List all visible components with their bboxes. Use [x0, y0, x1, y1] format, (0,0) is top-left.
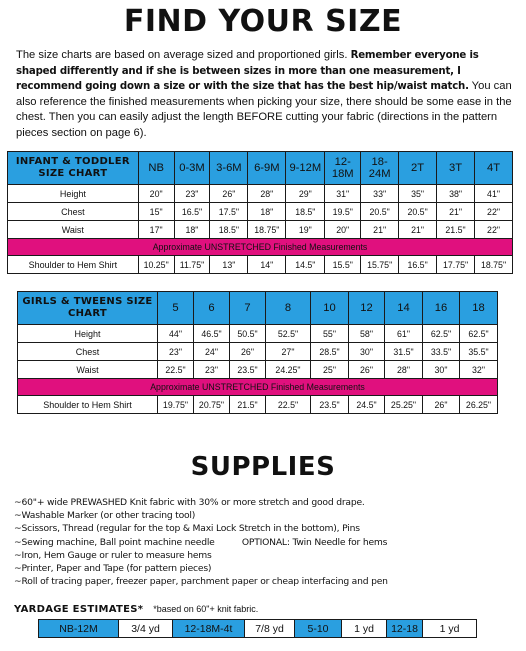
- size-header: 9-12M: [286, 152, 325, 185]
- measurement-cell: 21": [361, 221, 399, 239]
- measurement-cell: 26.25": [460, 396, 498, 414]
- yardage-heading-row: [14, 604, 258, 615]
- chart-header-row: [18, 292, 498, 325]
- measurement-cell: 23.5": [311, 396, 349, 414]
- intro-paragraph: [16, 48, 512, 142]
- measurement-cell: 22.5": [158, 361, 194, 379]
- measurement-cell: 44": [158, 325, 194, 343]
- finished-row: [8, 256, 513, 274]
- measurement-row: [18, 361, 498, 379]
- measurement-cell: 23": [158, 343, 194, 361]
- finished-measurements-banner: [8, 239, 513, 256]
- yardage-amount: 7/8 yd: [245, 620, 295, 638]
- measurement-cell: 61": [385, 325, 423, 343]
- supply-item: ~Sewing machine, Ball point machine needle OPTIONAL: Twin Needle for hems: [14, 536, 388, 548]
- measurement-cell: 20.5": [399, 203, 437, 221]
- size-header: 7: [230, 292, 266, 325]
- supplies-title: SUPPLIES: [190, 452, 336, 482]
- intro-bold-text: Remember everyone is shaped differently and if she is between sizes in more than one measurement, I recommend going down a size or with the size that has the best hip/waist match.: [16, 50, 479, 93]
- size-header: 12-18M: [325, 152, 361, 185]
- measurement-cell: 10.25": [138, 256, 174, 274]
- yardage-amount: 3/4 yd: [119, 620, 173, 638]
- yardage-note: *based on 60"+ knit fabric.: [153, 604, 259, 614]
- size-header: 12: [349, 292, 385, 325]
- measurement-cell: 29": [286, 185, 325, 203]
- measurement-cell: 11.75": [174, 256, 210, 274]
- supply-item: ~Printer, Paper and Tape (for pattern pieces): [14, 563, 212, 575]
- measurement-cell: 20.5": [361, 203, 399, 221]
- measurement-cell: 15.5": [325, 256, 361, 274]
- measurement-cell: 18.5": [210, 221, 248, 239]
- measurement-cell: 21": [437, 203, 475, 221]
- measurement-cell: 25": [311, 361, 349, 379]
- measurement-cell: 24.25": [266, 361, 311, 379]
- measurement-cell: 16.5": [174, 203, 210, 221]
- size-header: 3T: [437, 152, 475, 185]
- row-label: Shoulder to Hem Shirt: [8, 256, 139, 274]
- girls-tweens-size-chart: [17, 291, 498, 414]
- intro-text-1: The size charts are based on average sized and proportioned girls.: [16, 49, 351, 61]
- measurement-cell: 18": [174, 221, 210, 239]
- measurement-cell: 23.5": [230, 361, 266, 379]
- size-header: 6: [194, 292, 230, 325]
- measurement-cell: 23": [194, 361, 230, 379]
- measurement-cell: 15.75": [361, 256, 399, 274]
- size-header: 18: [460, 292, 498, 325]
- measurement-cell: 31": [325, 185, 361, 203]
- size-header: 3-6M: [210, 152, 248, 185]
- measurement-cell: 24.5": [349, 396, 385, 414]
- measurement-cell: 52.5": [266, 325, 311, 343]
- supply-item: ~Iron, Hem Gauge or ruler to measure hems: [14, 549, 212, 561]
- measurement-cell: 22.5": [266, 396, 311, 414]
- supply-item: ~Roll of tracing paper, freezer paper, parchment paper or cheap interfacing and pen: [14, 576, 388, 588]
- finished-measurements-banner: [18, 379, 498, 396]
- measurement-cell: 30": [423, 361, 460, 379]
- measurement-cell: 22": [475, 203, 513, 221]
- measurement-cell: 41": [475, 185, 513, 203]
- measurement-cell: 28": [248, 185, 286, 203]
- measurement-cell: 26": [230, 343, 266, 361]
- yardage-size: 12-18: [387, 620, 423, 638]
- measurement-row: [18, 343, 498, 361]
- measurement-cell: 27": [266, 343, 311, 361]
- measurement-cell: 50.5": [230, 325, 266, 343]
- measurement-cell: 62.5": [460, 325, 498, 343]
- measurement-cell: 26": [210, 185, 248, 203]
- measurement-cell: 19": [286, 221, 325, 239]
- measurement-cell: 17.5": [210, 203, 248, 221]
- measurement-cell: 38": [437, 185, 475, 203]
- size-header: NB: [138, 152, 174, 185]
- measurement-cell: 15": [138, 203, 174, 221]
- size-header: 4T: [475, 152, 513, 185]
- measurement-cell: 16.5": [399, 256, 437, 274]
- yardage-size: NB-12M: [39, 620, 119, 638]
- size-header: 18-24M: [361, 152, 399, 185]
- size-header: 2T: [399, 152, 437, 185]
- chart-title: GIRLS & TWEENS SIZE CHART: [18, 292, 158, 325]
- measurement-cell: 19.5": [325, 203, 361, 221]
- measurement-row: [8, 185, 513, 203]
- chart-title: INFANT & TODDLER SIZE CHART: [8, 152, 139, 185]
- yardage-heading: YARDAGE ESTIMATES*: [14, 604, 144, 615]
- size-header: 16: [423, 292, 460, 325]
- page-title: FIND YOUR SIZE: [123, 4, 403, 39]
- row-label: Waist: [18, 361, 158, 379]
- measurement-cell: 21": [399, 221, 437, 239]
- row-label: Chest: [8, 203, 139, 221]
- infant-toddler-size-chart: [7, 151, 513, 274]
- yardage-size: 12-18M-4t: [173, 620, 245, 638]
- measurement-cell: 55": [311, 325, 349, 343]
- measurement-cell: 19.75": [158, 396, 194, 414]
- measurement-cell: 31.5": [385, 343, 423, 361]
- size-header: 8: [266, 292, 311, 325]
- finished-measurements-label: Approximate UNSTRETCHED Finished Measurements: [18, 379, 498, 396]
- row-label: Waist: [8, 221, 139, 239]
- measurement-cell: 14.5": [286, 256, 325, 274]
- size-header: 0-3M: [174, 152, 210, 185]
- supply-item: ~60"+ wide PREWASHED Knit fabric with 30% or more stretch and good drape.: [14, 497, 365, 508]
- size-header: 10: [311, 292, 349, 325]
- yardage-size: 5-10: [295, 620, 342, 638]
- size-header: 14: [385, 292, 423, 325]
- measurement-cell: 18": [248, 203, 286, 221]
- measurement-cell: 20.75": [194, 396, 230, 414]
- measurement-cell: 20": [138, 185, 174, 203]
- measurement-row: [18, 325, 498, 343]
- supplies-list: [14, 496, 519, 588]
- measurement-cell: 24": [194, 343, 230, 361]
- measurement-cell: 32": [460, 361, 498, 379]
- measurement-cell: 25.25": [385, 396, 423, 414]
- measurement-cell: 33.5": [423, 343, 460, 361]
- finished-measurements-label: Approximate UNSTRETCHED Finished Measurements: [8, 239, 513, 256]
- measurement-cell: 30": [349, 343, 385, 361]
- measurement-cell: 20": [325, 221, 361, 239]
- measurement-cell: 28": [385, 361, 423, 379]
- size-header: 6-9M: [248, 152, 286, 185]
- yardage-table: [38, 619, 477, 638]
- supply-item: ~Washable Marker (or other tracing tool): [14, 510, 196, 522]
- measurement-cell: 62.5": [423, 325, 460, 343]
- measurement-cell: 21.5": [437, 221, 475, 239]
- measurement-cell: 46.5": [194, 325, 230, 343]
- measurement-cell: 26": [349, 361, 385, 379]
- measurement-cell: 26": [423, 396, 460, 414]
- measurement-cell: 18.5": [286, 203, 325, 221]
- row-label: Height: [8, 185, 139, 203]
- measurement-cell: 17": [138, 221, 174, 239]
- size-header: 5: [158, 292, 194, 325]
- measurement-cell: 18.75": [248, 221, 286, 239]
- row-label: Chest: [18, 343, 158, 361]
- measurement-cell: 22": [475, 221, 513, 239]
- measurement-row: [8, 203, 513, 221]
- measurement-row: [8, 221, 513, 239]
- measurement-cell: 23": [174, 185, 210, 203]
- yardage-amount: 1 yd: [423, 620, 477, 638]
- measurement-cell: 28.5": [311, 343, 349, 361]
- chart-header-row: [8, 152, 513, 185]
- row-label: Height: [18, 325, 158, 343]
- yardage-amount: 1 yd: [342, 620, 387, 638]
- measurement-cell: 21.5": [230, 396, 266, 414]
- measurement-cell: 35.5": [460, 343, 498, 361]
- measurement-cell: 35": [399, 185, 437, 203]
- measurement-cell: 58": [349, 325, 385, 343]
- intro-text-2: You can also reference the finished measurements when picking your size, there should be some ease in the chest. Then you can easily adjust the length BEFORE cutting your fabric (directions in the pattern pieces section on page 6).: [16, 80, 512, 139]
- measurement-cell: 18.75": [475, 256, 513, 274]
- measurement-cell: 17.75": [437, 256, 475, 274]
- row-label: Shoulder to Hem Shirt: [18, 396, 158, 414]
- finished-row: [18, 396, 498, 414]
- measurement-cell: 33": [361, 185, 399, 203]
- supply-item: ~Scissors, Thread (regular for the top & Maxi Lock Stretch in the bottom), Pins: [14, 523, 360, 535]
- measurement-cell: 13": [210, 256, 248, 274]
- measurement-cell: 14": [248, 256, 286, 274]
